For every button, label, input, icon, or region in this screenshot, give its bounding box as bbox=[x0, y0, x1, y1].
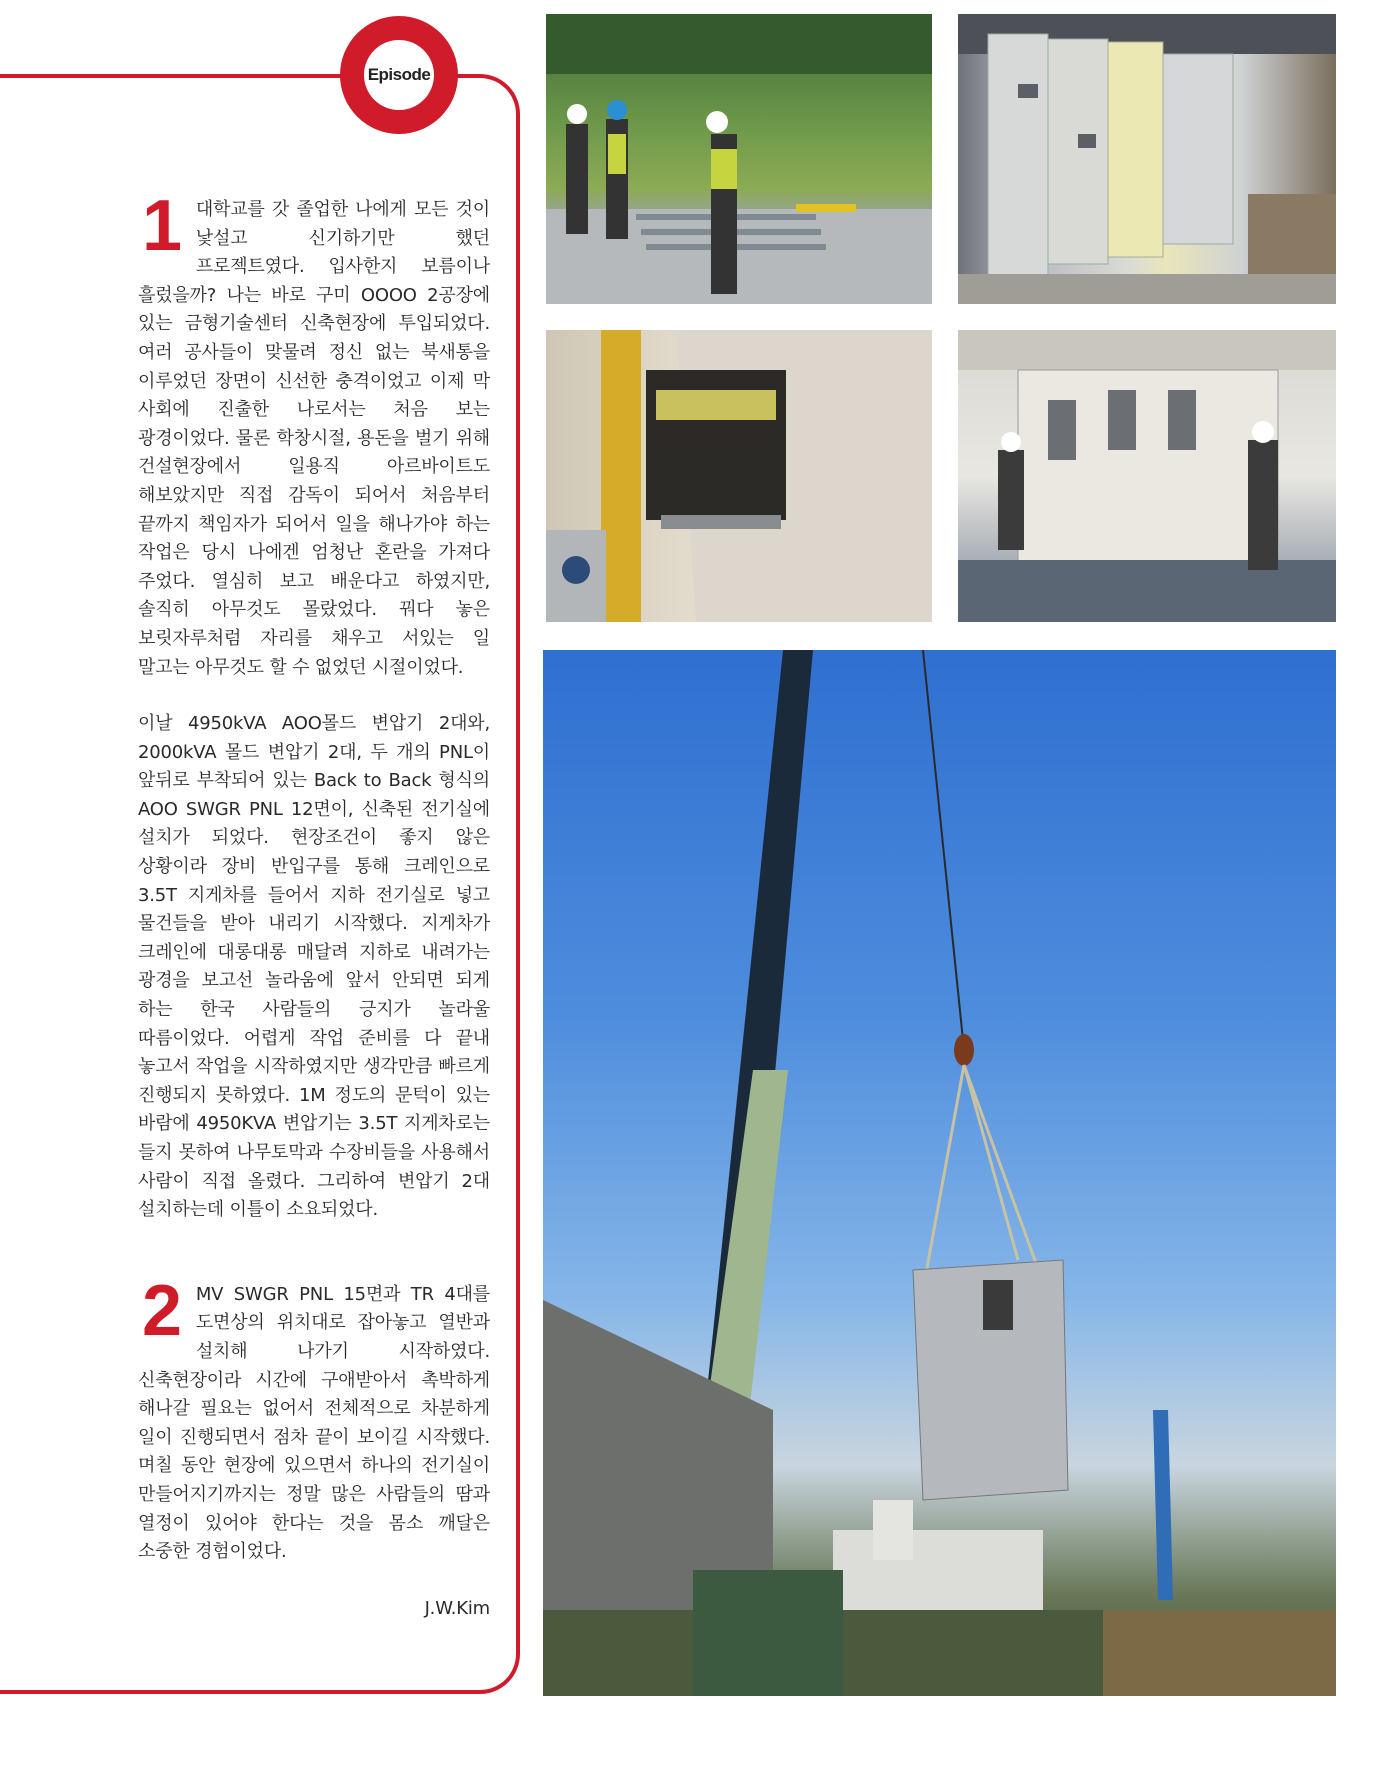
article-text bbox=[138, 186, 490, 1623]
crane-lifting-panel-photo bbox=[543, 650, 1336, 1696]
section-1-number: 1 bbox=[142, 186, 182, 266]
panel-installation-photo bbox=[958, 330, 1336, 622]
section-1-para-2 bbox=[138, 710, 490, 1225]
section-2-para-1 bbox=[138, 1270, 490, 1567]
workers-inspection-photo bbox=[546, 14, 932, 304]
section-1-text-1: 대학교를 갓 졸업한 나에게 모든 것이 낯설고 신기하기만 했던 프로젝트였다. 입사한지 보름이나 흘렀을까? 나는 바로 구미 OOOO 2공장에 있는 금형기술센터 신축현장에 투입되었다. 여러 공사들이 맞물려 정신 없는 북새통을 이루었던 장면이 신선한 충격이었고 이제 막 사회에 진출한 나로서는 처음 보는 광경이었다. 물론 학창시절, 용돈을 벌기 위해 건설현장에서 일용직 아르바이트도 해보았지만 직접 감독이 되어서 처음부터 끝까지 책임자가 되어서 일을 해나가야 하는 작업은 당시 나에겐 엄청난 혼란을 가져다 주었다. 열심히 보고 배운다고 하였지만, 솔직히 아무것도 몰랐었다. 꿔다 놓은 보릿자루처럼 자리를 채우고 서있는 일 말고는 아무것도 할 수 없었던 시절이었다. bbox=[138, 199, 490, 678]
section-1-para-1 bbox=[138, 186, 490, 682]
section-1-text-2: 이날 4950kVA AOO몰드 변압기 2대와, 2000kVA 몰드 변압기 2대, 두 개의 PNL이 앞뒤로 부착되어 있는 Back to Back 형식의 AOO SWGR PNL 12면이, 신축된 전기실에 설치가 되었다. 현장조건이 좋지 않은 상황이라 장비 반입구를 통해 크레인으로 3.5T 지게차를 들어서 지하 전기실로 넣고 물건들을 받아 내리기 시작했다. 지게차가 크레인에 대롱대롱 매달려 지하로 내려가는 광경을 보고선 놀라움에 앞서 안되면 되게 하는 한국 사람들의 긍지가 놀라울 따름이었다. 어렵게 작업 준비를 다 끝내 놓고서 작업을 시작하였지만 생각만큼 빠르게 진행되지 못하였다. 1M 정도의 문턱이 있는 바람에 4950KVA 변압기는 3.5T 지게차로는 들지 못하여 나무토막과 수장비들을 사용해서 사람이 직접 올렸다. 그리하여 변압기 2대 설치하는데 이틀이 소요되었다. bbox=[138, 713, 490, 1221]
section-2-text-1: MV SWGR PNL 15면과 TR 4대를 도면상의 위치대로 잡아놓고 열반과 설치해 나가기 시작하였다. 신축현장이라 시간에 구애받아서 촉박하게 해나갈 필요는 없어서 전체적으로 차분하게 일이 진행되면서 점차 끝이 보이길 시작했다. 며칠 동안 현장에 있으면서 하나의 전기실이 만들어지기까지는 정말 많은 사람들의 땀과 열정이 있어야 한다는 것을 몸소 깨달은 소중한 경험이었다. bbox=[138, 1283, 490, 1563]
episode-badge bbox=[340, 16, 458, 134]
transformer-lift-photo bbox=[546, 330, 932, 622]
switchgear-room-photo bbox=[958, 14, 1336, 304]
episode-label: Episode bbox=[364, 40, 434, 110]
section-2-number: 2 bbox=[142, 1270, 182, 1351]
author-signature: J.W.Kim bbox=[424, 1597, 490, 1619]
